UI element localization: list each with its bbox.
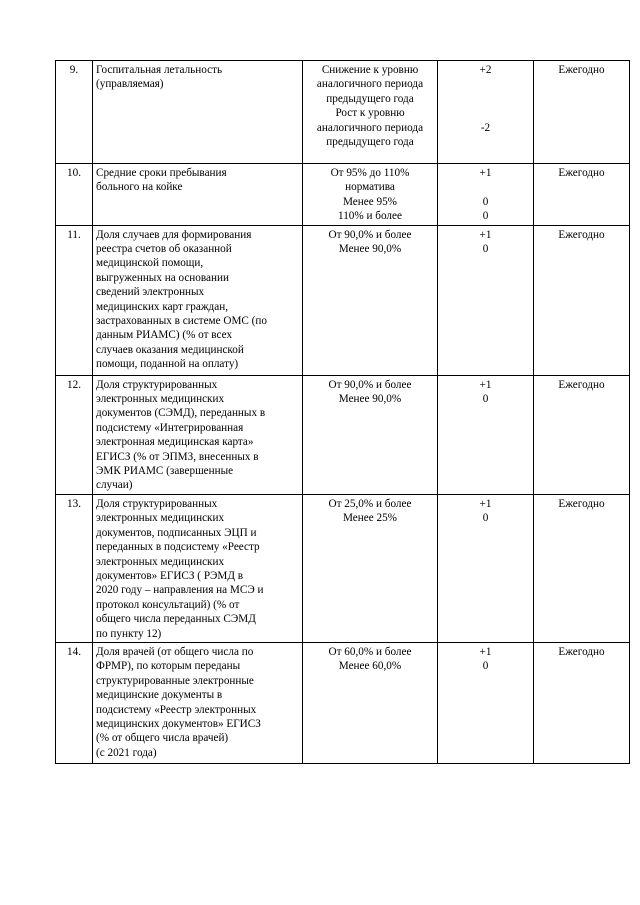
criteria-line: Менее 60,0% — [338, 660, 402, 673]
criteria-line: 110% и более — [338, 210, 402, 223]
table-row — [56, 61, 630, 164]
period-cell — [534, 61, 630, 164]
period-text: Ежегодно — [558, 645, 605, 658]
criteria-cell — [303, 494, 438, 642]
criteria-line: Менее 90,0% — [338, 393, 402, 406]
points-line — [441, 92, 530, 106]
points-cell — [438, 61, 534, 164]
row-number: 9. — [69, 64, 79, 76]
indicator-name-line: застрахованных в системе ОМС (по — [96, 315, 267, 328]
period-cell — [534, 375, 630, 494]
criteria-line: норматива — [345, 181, 395, 194]
criteria-cell — [303, 164, 438, 226]
points-line: 0 — [482, 243, 489, 256]
indicator-name-line: электронных медицинских — [96, 393, 225, 406]
indicator-name-line: по пункту 12) — [96, 627, 162, 640]
criteria-line: предыдущего года — [326, 136, 414, 149]
criteria-line: От 90,0% и более — [328, 378, 412, 391]
period-cell — [534, 164, 630, 226]
indicator-name-line: данным РИАМС) (% от всех — [96, 329, 233, 342]
criteria-line: аналогичного периода — [316, 121, 424, 134]
indicator-name-cell — [93, 225, 303, 375]
points-cell — [438, 494, 534, 642]
table-row — [56, 494, 630, 642]
indicator-name-line: структурированные электронные — [96, 674, 254, 687]
criteria-line: От 25,0% и более — [328, 497, 412, 510]
indicator-name-line: ФРМР), по которым переданы — [96, 660, 241, 673]
row-number: 14. — [67, 645, 81, 658]
table-row — [56, 225, 630, 375]
row-number: 12. — [67, 378, 81, 391]
points-line: +1 — [479, 228, 492, 241]
indicator-name-line: (% от общего числа врачей) — [96, 732, 229, 745]
row-number: 10. — [67, 167, 81, 179]
indicator-name-cell — [93, 494, 303, 642]
table-row — [56, 375, 630, 494]
indicator-name-line: протокол консультаций) (% от — [96, 598, 240, 611]
indicators-table — [55, 60, 630, 764]
period-text: Ежегодно — [558, 64, 605, 76]
points-line — [441, 77, 530, 91]
indicators-table-body — [56, 61, 630, 764]
points-cell — [438, 164, 534, 226]
indicator-name-cell — [93, 164, 303, 226]
indicator-name-line: медицинской помощи, — [96, 257, 204, 270]
period-text: Ежегодно — [558, 167, 605, 179]
row-number: 11. — [67, 228, 81, 241]
period-cell — [534, 494, 630, 642]
period-cell — [534, 225, 630, 375]
indicator-name-line: сведений электронных — [96, 286, 205, 299]
indicator-name-line: переданных в подсистему «Реестр — [96, 541, 260, 554]
indicator-name-line: ЭМК РИАМС (завершенные — [96, 465, 234, 478]
criteria-line: От 90,0% и более — [328, 228, 412, 241]
row-number-cell — [56, 375, 93, 494]
indicator-name-line: медицинские документы в — [96, 689, 223, 702]
indicator-name-line: Госпитальная летальность — [96, 64, 223, 76]
points-line: +1 — [479, 645, 492, 658]
row-number: 13. — [67, 497, 81, 510]
criteria-line: Менее 95% — [343, 195, 397, 208]
indicator-name-line: случаев оказания медицинской — [96, 343, 244, 356]
points-line: 0 — [482, 195, 489, 208]
indicator-name-line: случаи) — [96, 479, 133, 492]
period-text: Ежегодно — [558, 378, 605, 391]
criteria-line: предыдущего года — [326, 92, 414, 105]
indicator-name-line: ЕГИСЗ (% от ЭПМЗ, внесенных в — [96, 450, 259, 463]
points-cell — [438, 375, 534, 494]
points-line: +2 — [479, 64, 492, 76]
criteria-line: Менее 25% — [343, 512, 397, 525]
row-number-cell — [56, 225, 93, 375]
criteria-line: Снижение к уровню — [321, 64, 419, 76]
indicator-name-line: выгруженных на основании — [96, 271, 229, 284]
indicator-name-cell — [93, 61, 303, 164]
table-row — [56, 642, 630, 763]
indicator-name-cell — [93, 642, 303, 763]
criteria-line: аналогичного периода — [316, 78, 424, 91]
indicator-name-line: Средние сроки пребывания — [96, 167, 227, 179]
indicator-name-line: подсистему «Реестр электронных — [96, 703, 257, 716]
indicator-name-line: помощи, поданной на оплату) — [96, 358, 239, 371]
points-cell — [438, 642, 534, 763]
row-number-cell — [56, 494, 93, 642]
points-line: -2 — [480, 121, 491, 134]
indicator-name-line: Доля случаев для формирования — [96, 228, 252, 241]
points-line: 0 — [482, 210, 489, 223]
indicator-name-line: Доля структурированных — [96, 497, 218, 510]
indicator-name-line: (управляемая) — [96, 78, 164, 91]
points-line: 0 — [482, 393, 489, 406]
criteria-cell — [303, 642, 438, 763]
indicator-name-line: Доля врачей (от общего числа по — [96, 645, 254, 658]
indicator-name-line: медицинских карт граждан, — [96, 300, 228, 313]
indicator-name-line: электронная медицинская карта» — [96, 436, 254, 449]
criteria-line: От 95% до 110% — [330, 167, 410, 179]
table-row — [56, 164, 630, 226]
indicator-name-line: больного на койке — [96, 181, 183, 194]
criteria-line: Менее 90,0% — [338, 243, 402, 256]
indicator-name-line: 2020 году – направления на МСЭ и — [96, 584, 264, 597]
period-text: Ежегодно — [558, 497, 605, 510]
period-text: Ежегодно — [558, 228, 605, 241]
points-line: +1 — [479, 497, 492, 510]
indicator-name-line: электронных медицинских — [96, 512, 225, 525]
indicator-name-cell — [93, 375, 303, 494]
points-line — [441, 106, 530, 120]
criteria-line: От 60,0% и более — [328, 645, 412, 658]
row-number-cell — [56, 164, 93, 226]
indicator-name-line: Доля структурированных — [96, 378, 218, 391]
points-line: 0 — [482, 660, 489, 673]
indicator-name-line: документов (СЭМД), переданных в — [96, 407, 266, 420]
criteria-cell — [303, 61, 438, 164]
indicator-name-line: документов, подписанных ЭЦП и — [96, 526, 257, 539]
indicator-name-line: электронных медицинских — [96, 555, 225, 568]
criteria-cell — [303, 225, 438, 375]
row-number-cell — [56, 61, 93, 164]
indicator-name-line: общего числа переданных СЭМД — [96, 613, 256, 626]
criteria-line: Рост к уровню — [335, 107, 405, 120]
row-number-cell — [56, 642, 93, 763]
points-line: +1 — [479, 378, 492, 391]
period-cell — [534, 642, 630, 763]
indicator-name-line: реестра счетов об оказанной — [96, 243, 232, 256]
indicator-name-line: подсистему «Интегрированная — [96, 421, 244, 434]
indicator-name-line: медицинских документов» ЕГИСЗ — [96, 717, 261, 730]
points-line — [441, 180, 530, 194]
indicator-name-line: документов» ЕГИСЗ ( РЭМД в — [96, 569, 244, 582]
criteria-cell — [303, 375, 438, 494]
points-line: +1 — [479, 167, 492, 179]
points-cell — [438, 225, 534, 375]
points-line: 0 — [482, 512, 489, 525]
indicator-name-line: (с 2021 года) — [96, 746, 157, 759]
